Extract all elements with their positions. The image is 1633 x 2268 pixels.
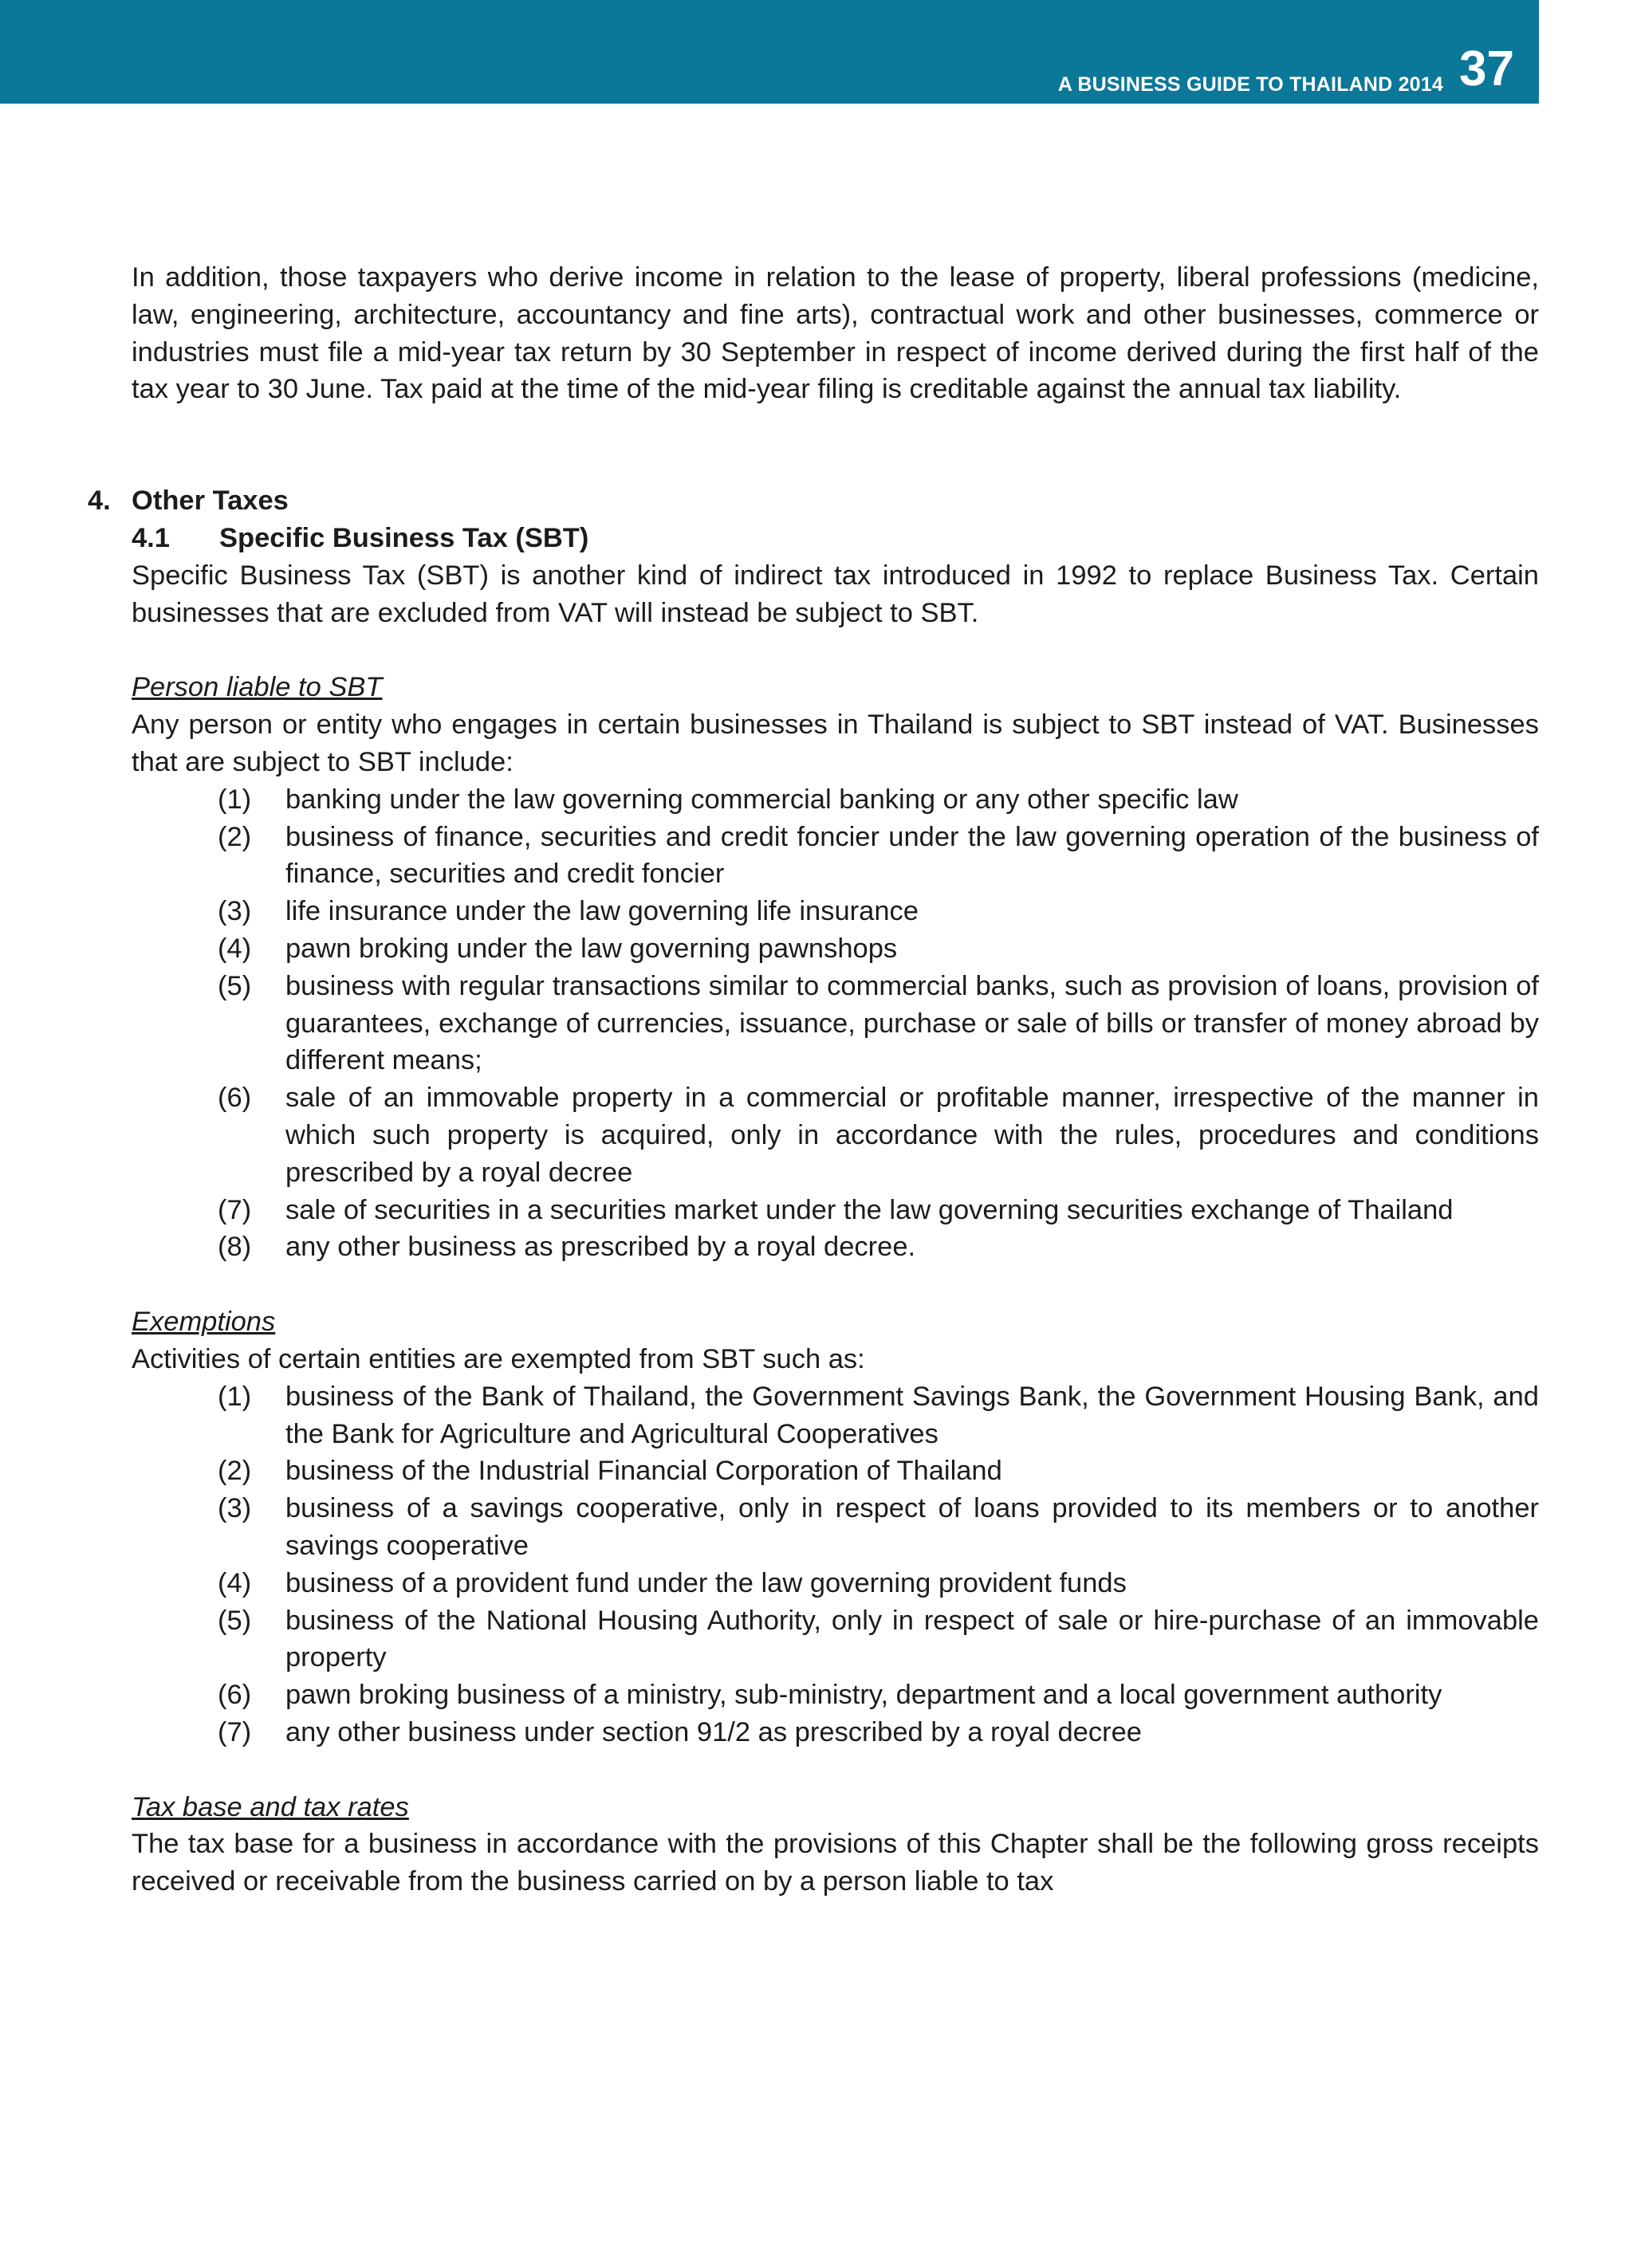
list-item	[132, 893, 1539, 930]
list-item	[132, 1079, 1539, 1191]
item-text: business of the National Housing Authority, only in respect of sale or hire-purchase of an immovable property	[285, 1605, 1539, 1673]
item-text: business of finance, securities and credit foncier under the law governing operation of the business of finance, securities and credit foncier	[285, 821, 1539, 890]
list-item	[132, 819, 1539, 894]
item-text: business of a savings cooperative, only in respect of loans provided to its members or to another savings cooperative	[285, 1493, 1539, 1561]
subsection-title: Specific Business Tax (SBT)	[219, 522, 589, 553]
page-number: 37	[1459, 41, 1514, 96]
item-number: (3)	[218, 1493, 252, 1524]
item-text: life insurance under the law governing life insurance	[285, 896, 919, 927]
page-content	[88, 259, 1539, 1900]
item-number: (4)	[218, 933, 252, 964]
exemptions-text: Activities of certain entities are exempted from SBT such as:	[132, 1343, 865, 1374]
list-item	[132, 1676, 1539, 1714]
intro-paragraph: In addition, those taxpayers who derive income in relation to the lease of property, liberal professions (medicine, law, engineering, architecture, accountancy and fine arts), contractual work and other businesses, commerce or industries must file a mid-year tax return by 30 September in respect of income derived during the first half of the tax year to 30 June. Tax paid at the time of the mid-year filing is creditable against the annual tax liability.	[132, 262, 1539, 405]
tax-base-text: The tax base for a business in accordance with the provisions of this Chapter shall be the following gross receipts received or receivable from the business carried on by a person liable to tax	[132, 1829, 1539, 1897]
item-text: pawn broking business of a ministry, sub-ministry, department and a local government authority	[285, 1680, 1442, 1711]
item-number: (2)	[218, 821, 252, 852]
item-number: (6)	[218, 1083, 252, 1114]
running-title: A BUSINESS GUIDE TO THAILAND 2014	[1057, 73, 1443, 96]
item-number: (5)	[218, 1605, 252, 1636]
item-text: any other business as prescribed by a royal decree.	[285, 1232, 916, 1263]
section-heading	[88, 482, 1539, 520]
exemptions-list	[132, 1378, 1539, 1751]
item-number: (8)	[218, 1232, 252, 1263]
list-item	[132, 1490, 1539, 1565]
subsection-heading	[132, 520, 1539, 557]
item-text: sale of securities in a securities market under the law governing securities exchange of Thailand	[285, 1194, 1454, 1225]
list-item	[132, 1378, 1539, 1453]
list-item	[132, 1714, 1539, 1751]
section-number: 4.	[88, 485, 111, 517]
item-number: (3)	[218, 896, 252, 927]
item-text: sale of an immovable property in a commercial or profitable manner, irrespective of the manner in which such property is acquired, only in accordance with the rules, procedures and conditions prescribed by a royal decree	[285, 1083, 1539, 1188]
item-number: (6)	[218, 1680, 252, 1711]
header-band	[0, 0, 1539, 104]
item-number: (2)	[218, 1456, 252, 1487]
item-text: business of a provident fund under the law governing provident funds	[285, 1567, 1127, 1598]
item-number: (1)	[218, 784, 252, 815]
item-text: any other business under section 91/2 as prescribed by a royal decree	[285, 1716, 1142, 1747]
item-number: (7)	[218, 1716, 252, 1747]
section-title: Other Taxes	[132, 485, 289, 517]
item-text: business of the Bank of Thailand, the Government Savings Bank, the Government Housing Bank, and the Bank for Agriculture and Agricultural Cooperatives	[285, 1381, 1539, 1449]
item-number: (5)	[218, 970, 252, 1001]
item-number: (1)	[218, 1381, 252, 1412]
item-number: (4)	[218, 1567, 252, 1598]
tax-base-caption: Tax base and tax rates	[132, 1791, 409, 1822]
list-item	[132, 968, 1539, 1079]
sbt-business-list	[132, 781, 1539, 1266]
item-text: business of the Industrial Financial Corporation of Thailand	[285, 1456, 1002, 1487]
list-item	[132, 1565, 1539, 1602]
item-text: business with regular transactions similar to commercial banks, such as provision of loans, provision of guarantees, exchange of currencies, issuance, purchase or sale of bills or transfer of money abroad by different means;	[285, 970, 1539, 1076]
list-item	[132, 1192, 1539, 1229]
list-item	[132, 1602, 1539, 1677]
subsection-intro: Specific Business Tax (SBT) is another kind of indirect tax introduced in 1992 to replace Business Tax. Certain businesses that are excluded from VAT will instead be subject to SBT.	[132, 560, 1539, 628]
list-item	[132, 1228, 1539, 1266]
item-text: banking under the law governing commercial banking or any other specific law	[285, 784, 1238, 815]
person-liable-text: Any person or entity who engages in certain businesses in Thailand is subject to SBT instead of VAT. Businesses that are subject to SBT include:	[132, 709, 1539, 777]
item-number: (7)	[218, 1194, 252, 1225]
list-item	[132, 781, 1539, 819]
subsection-number: 4.1	[132, 522, 170, 553]
list-item	[132, 930, 1539, 968]
list-item	[132, 1452, 1539, 1490]
exemptions-caption: Exemptions	[132, 1307, 276, 1338]
person-liable-caption: Person liable to SBT	[132, 672, 383, 703]
item-text: pawn broking under the law governing pawnshops	[285, 933, 898, 964]
